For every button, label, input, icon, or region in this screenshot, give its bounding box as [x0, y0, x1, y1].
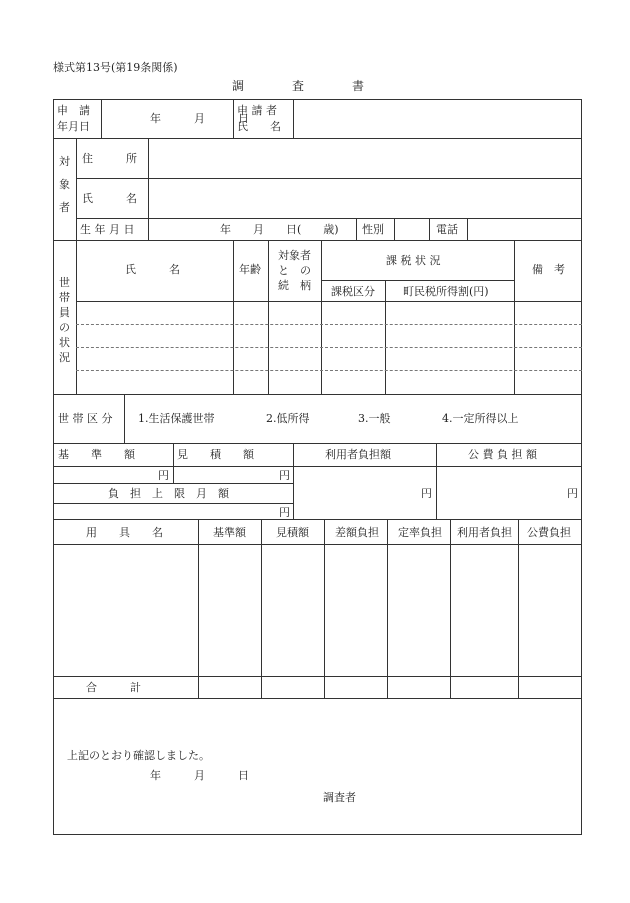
total-label: 合 計: [86, 681, 141, 694]
applicant-name-label: 申 請 者: [237, 104, 277, 117]
items-col-name: 用 具 名: [86, 526, 163, 539]
sex-label: 性別: [362, 223, 384, 236]
items-col-public: 公費負担: [527, 526, 571, 539]
limit-amount-label: 負 担 上 限 月 額: [108, 487, 229, 500]
form-number: 様式第13号(第19条関係): [53, 61, 178, 74]
items-col-base: 基準額: [213, 526, 246, 539]
items-col-user: 利用者負担: [457, 526, 512, 539]
subject-name-field[interactable]: [149, 179, 581, 217]
user-burden-label: 利用者負担額: [325, 448, 391, 461]
items-col-fixed-rate: 定率負担: [398, 526, 442, 539]
col-tax-amount-header: 町民税所得割(円): [403, 285, 489, 298]
confirm-date: 年 月 日: [150, 769, 249, 782]
public-burden-yen: 円: [567, 487, 578, 500]
category-option-1[interactable]: 1.生活保護世帯: [138, 412, 215, 425]
col-tax-class-header: 課税区分: [331, 285, 375, 298]
birth-date-label: 生 年 月 日: [80, 223, 135, 236]
address-field[interactable]: [149, 139, 581, 177]
estimate-amount-yen: 円: [279, 469, 290, 482]
items-header-row: [53, 519, 582, 544]
subject-name-label: 氏 名: [82, 192, 137, 205]
col-note-header: 備 考: [532, 263, 565, 276]
application-date-label-2: 年月日: [57, 120, 90, 133]
applicant-name-label-2: 氏 名: [237, 120, 281, 133]
confirm-text: 上記のとおり確認しました。: [67, 749, 210, 762]
col-relation-header: 対象者 と の 続 柄: [278, 249, 311, 292]
phone-field[interactable]: [468, 219, 581, 239]
items-col-estimate: 見積額: [276, 526, 309, 539]
household-label: 世 帯 員 の 状 況: [59, 276, 70, 364]
investigator-label: 調査者: [323, 791, 356, 804]
application-date-label: 申 請: [57, 104, 90, 117]
category-option-3[interactable]: 3.一般: [358, 412, 391, 425]
address-label: 住 所: [82, 152, 137, 165]
items-col-diff: 差額負担: [335, 526, 379, 539]
category-label: 世 帯 区 分: [58, 412, 113, 425]
page-title: 調 査 書: [232, 79, 365, 93]
base-amount-yen: 円: [158, 469, 169, 482]
category-option-4[interactable]: 4.一定所得以上: [442, 412, 519, 425]
col-tax-header: 課 税 状 況: [386, 254, 441, 267]
applicant-name-field[interactable]: [294, 100, 581, 137]
subject-label: 対 象 者: [59, 155, 70, 214]
public-burden-label: 公 費 負 担 額: [468, 448, 537, 461]
col-name-header: 氏 名: [125, 263, 180, 276]
limit-amount-yen: 円: [279, 506, 290, 519]
estimate-amount-label: 見 積 額: [177, 448, 254, 461]
user-burden-yen: 円: [421, 487, 432, 500]
col-age-header: 年齢: [239, 263, 261, 276]
application-date-value: 年 月 日: [150, 112, 249, 125]
base-amount-label: 基 準 額: [58, 448, 135, 461]
phone-label: 電話: [436, 223, 458, 236]
birth-date-value: 年 月 日( 歳): [220, 223, 339, 236]
category-option-2[interactable]: 2.低所得: [266, 412, 310, 425]
